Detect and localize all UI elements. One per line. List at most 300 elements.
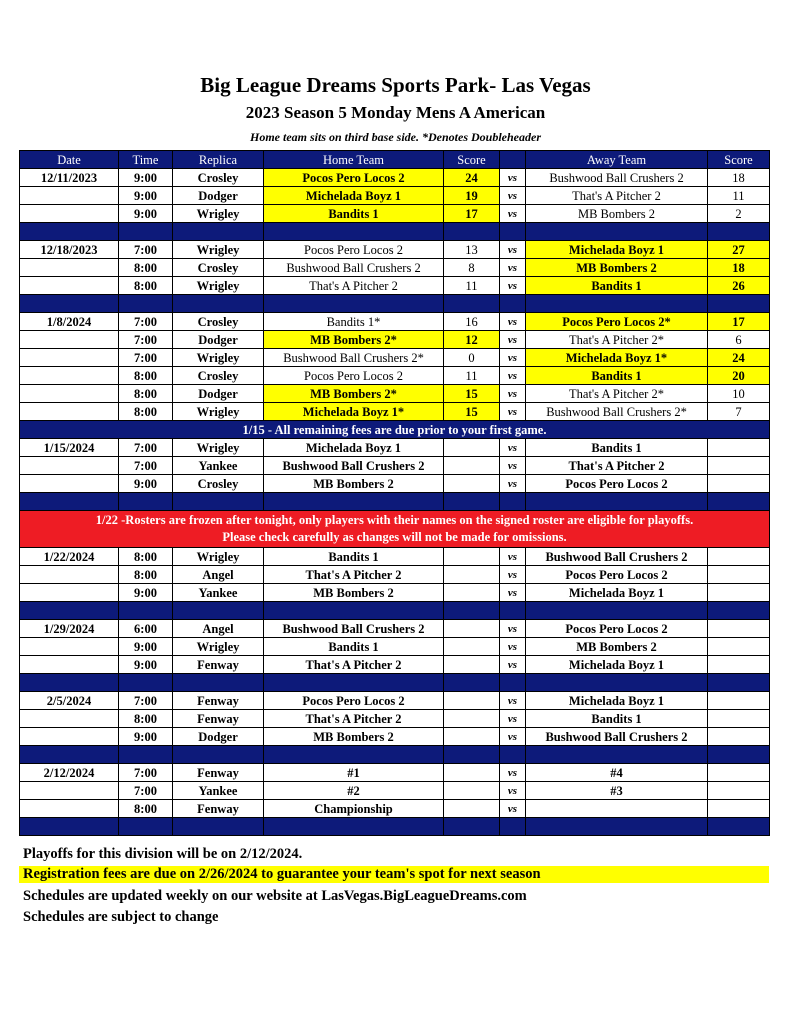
game-date bbox=[20, 710, 119, 728]
game-date bbox=[20, 403, 119, 421]
week-separator bbox=[20, 295, 770, 313]
away-score bbox=[708, 692, 770, 710]
game-row bbox=[20, 403, 770, 421]
game-date bbox=[20, 349, 119, 367]
game-date bbox=[20, 728, 119, 746]
game-date bbox=[20, 331, 119, 349]
away-score: 7 bbox=[708, 403, 770, 421]
away-team: Pocos Pero Locos 2* bbox=[526, 313, 708, 331]
game-field: Fenway bbox=[173, 692, 264, 710]
game-date bbox=[20, 385, 119, 403]
separator-cell bbox=[20, 746, 119, 764]
home-score: 19 bbox=[444, 187, 500, 205]
away-team: Bushwood Ball Crushers 2 bbox=[526, 728, 708, 746]
col-header-time: Time bbox=[119, 151, 173, 169]
game-time: 9:00 bbox=[119, 169, 173, 187]
game-row bbox=[20, 277, 770, 295]
home-team: MB Bombers 2 bbox=[264, 584, 444, 602]
home-score bbox=[444, 782, 500, 800]
separator-cell bbox=[20, 674, 119, 692]
col-header-away-team: Away Team bbox=[526, 151, 708, 169]
game-date bbox=[20, 457, 119, 475]
away-team: That's A Pitcher 2* bbox=[526, 385, 708, 403]
game-row bbox=[20, 710, 770, 728]
away-score bbox=[708, 764, 770, 782]
separator-cell bbox=[526, 295, 708, 313]
game-row bbox=[20, 584, 770, 602]
week-separator bbox=[20, 746, 770, 764]
separator-cell bbox=[708, 493, 770, 511]
game-row bbox=[20, 367, 770, 385]
home-score: 13 bbox=[444, 241, 500, 259]
separator-cell bbox=[173, 674, 264, 692]
separator-cell bbox=[708, 746, 770, 764]
game-field: Wrigley bbox=[173, 548, 264, 566]
vs-label: vs bbox=[500, 620, 526, 638]
game-date bbox=[20, 259, 119, 277]
home-score: 17 bbox=[444, 205, 500, 223]
home-team: Michelada Boyz 1 bbox=[264, 187, 444, 205]
game-date bbox=[20, 277, 119, 295]
separator-cell bbox=[119, 818, 173, 836]
game-row bbox=[20, 241, 770, 259]
game-row bbox=[20, 782, 770, 800]
away-team: That's A Pitcher 2 bbox=[526, 457, 708, 475]
game-time: 7:00 bbox=[119, 313, 173, 331]
away-score: 17 bbox=[708, 313, 770, 331]
game-time: 8:00 bbox=[119, 385, 173, 403]
separator-cell bbox=[264, 674, 444, 692]
separator-cell bbox=[264, 493, 444, 511]
game-time: 8:00 bbox=[119, 403, 173, 421]
game-time: 7:00 bbox=[119, 331, 173, 349]
separator-cell bbox=[20, 295, 119, 313]
separator-cell bbox=[500, 295, 526, 313]
vs-label: vs bbox=[500, 728, 526, 746]
home-score: 12 bbox=[444, 331, 500, 349]
home-team: That's A Pitcher 2 bbox=[264, 277, 444, 295]
game-field: Yankee bbox=[173, 457, 264, 475]
away-score bbox=[708, 566, 770, 584]
away-team: Pocos Pero Locos 2 bbox=[526, 620, 708, 638]
game-row bbox=[20, 169, 770, 187]
game-field: Yankee bbox=[173, 584, 264, 602]
home-score bbox=[444, 710, 500, 728]
game-row bbox=[20, 656, 770, 674]
separator-cell bbox=[708, 295, 770, 313]
game-date bbox=[20, 367, 119, 385]
home-score: 16 bbox=[444, 313, 500, 331]
home-score bbox=[444, 800, 500, 818]
home-score: 24 bbox=[444, 169, 500, 187]
game-field: Crosley bbox=[173, 313, 264, 331]
away-team: Michelada Boyz 1 bbox=[526, 241, 708, 259]
game-row bbox=[20, 548, 770, 566]
home-team: Bushwood Ball Crushers 2* bbox=[264, 349, 444, 367]
separator-cell bbox=[444, 223, 500, 241]
separator-cell bbox=[444, 674, 500, 692]
separator-cell bbox=[20, 223, 119, 241]
roster-alert-line: 1/22 -Rosters are frozen after tonight, only players with their names on the signed roster are eligible for playoffs. bbox=[95, 513, 694, 527]
away-score bbox=[708, 457, 770, 475]
vs-label: vs bbox=[500, 692, 526, 710]
separator-cell bbox=[119, 493, 173, 511]
game-date: 1/29/2024 bbox=[20, 620, 119, 638]
home-score: 11 bbox=[444, 277, 500, 295]
home-team: #2 bbox=[264, 782, 444, 800]
separator-cell bbox=[119, 602, 173, 620]
separator-cell bbox=[444, 602, 500, 620]
schedule-table bbox=[19, 150, 770, 836]
separator-cell bbox=[708, 223, 770, 241]
game-field: Crosley bbox=[173, 169, 264, 187]
game-field: Crosley bbox=[173, 259, 264, 277]
game-field: Fenway bbox=[173, 800, 264, 818]
away-score bbox=[708, 439, 770, 457]
away-score: 26 bbox=[708, 277, 770, 295]
away-score bbox=[708, 548, 770, 566]
roster-alert-row bbox=[20, 511, 770, 548]
vs-label: vs bbox=[500, 313, 526, 331]
away-score: 10 bbox=[708, 385, 770, 403]
game-row bbox=[20, 692, 770, 710]
away-score bbox=[708, 656, 770, 674]
vs-label: vs bbox=[500, 656, 526, 674]
game-field: Crosley bbox=[173, 475, 264, 493]
home-team: Michelada Boyz 1 bbox=[264, 439, 444, 457]
separator-cell bbox=[119, 746, 173, 764]
home-score bbox=[444, 656, 500, 674]
separator-cell bbox=[500, 493, 526, 511]
game-row bbox=[20, 313, 770, 331]
separator-cell bbox=[444, 295, 500, 313]
game-row bbox=[20, 638, 770, 656]
vs-label: vs bbox=[500, 800, 526, 818]
separator-cell bbox=[708, 602, 770, 620]
col-header-away-score: Score bbox=[708, 151, 770, 169]
game-row bbox=[20, 349, 770, 367]
away-score: 24 bbox=[708, 349, 770, 367]
game-field: Dodger bbox=[173, 728, 264, 746]
game-date bbox=[20, 638, 119, 656]
home-team: Pocos Pero Locos 2 bbox=[264, 241, 444, 259]
game-date bbox=[20, 187, 119, 205]
home-score bbox=[444, 475, 500, 493]
separator-cell bbox=[119, 674, 173, 692]
separator-cell bbox=[20, 493, 119, 511]
game-date: 1/22/2024 bbox=[20, 548, 119, 566]
separator-cell bbox=[708, 818, 770, 836]
game-time: 9:00 bbox=[119, 638, 173, 656]
away-team: #3 bbox=[526, 782, 708, 800]
roster-alert-line: Please check carefully as changes will not be made for omissions. bbox=[222, 530, 567, 544]
away-team: Bandits 1 bbox=[526, 439, 708, 457]
away-team: Michelada Boyz 1 bbox=[526, 692, 708, 710]
away-score: 6 bbox=[708, 331, 770, 349]
vs-label: vs bbox=[500, 187, 526, 205]
website-note: Schedules are updated weekly on our website at LasVegas.BigLeagueDreams.com bbox=[23, 888, 527, 904]
away-team: Michelada Boyz 1 bbox=[526, 584, 708, 602]
separator-cell bbox=[264, 818, 444, 836]
game-date bbox=[20, 205, 119, 223]
vs-label: vs bbox=[500, 367, 526, 385]
separator-cell bbox=[526, 493, 708, 511]
game-time: 8:00 bbox=[119, 710, 173, 728]
separator-cell bbox=[119, 223, 173, 241]
week-separator bbox=[20, 223, 770, 241]
home-team: Pocos Pero Locos 2 bbox=[264, 692, 444, 710]
home-team: That's A Pitcher 2 bbox=[264, 656, 444, 674]
game-row bbox=[20, 439, 770, 457]
away-team: Michelada Boyz 1 bbox=[526, 656, 708, 674]
fee-notice-row bbox=[20, 421, 770, 439]
home-score: 8 bbox=[444, 259, 500, 277]
vs-label: vs bbox=[500, 710, 526, 728]
col-header-date: Date bbox=[20, 151, 119, 169]
away-score bbox=[708, 620, 770, 638]
separator-cell bbox=[526, 223, 708, 241]
away-score: 27 bbox=[708, 241, 770, 259]
game-time: 8:00 bbox=[119, 566, 173, 584]
separator-cell bbox=[173, 223, 264, 241]
away-team: That's A Pitcher 2 bbox=[526, 187, 708, 205]
vs-label: vs bbox=[500, 638, 526, 656]
away-team: Pocos Pero Locos 2 bbox=[526, 475, 708, 493]
game-date: 12/11/2023 bbox=[20, 169, 119, 187]
away-team: Pocos Pero Locos 2 bbox=[526, 566, 708, 584]
home-team: MB Bombers 2 bbox=[264, 728, 444, 746]
vs-label: vs bbox=[500, 403, 526, 421]
game-time: 6:00 bbox=[119, 620, 173, 638]
home-team: Pocos Pero Locos 2 bbox=[264, 169, 444, 187]
game-time: 8:00 bbox=[119, 548, 173, 566]
home-team: Bushwood Ball Crushers 2 bbox=[264, 457, 444, 475]
game-field: Fenway bbox=[173, 710, 264, 728]
game-time: 9:00 bbox=[119, 656, 173, 674]
game-time: 7:00 bbox=[119, 349, 173, 367]
col-header-home-team: Home Team bbox=[264, 151, 444, 169]
game-field: Wrigley bbox=[173, 638, 264, 656]
game-row bbox=[20, 259, 770, 277]
game-date: 2/12/2024 bbox=[20, 764, 119, 782]
away-score: 20 bbox=[708, 367, 770, 385]
col-header-replica: Replica bbox=[173, 151, 264, 169]
home-score bbox=[444, 439, 500, 457]
game-time: 7:00 bbox=[119, 764, 173, 782]
vs-label: vs bbox=[500, 548, 526, 566]
col-header-vs bbox=[500, 151, 526, 169]
game-date bbox=[20, 584, 119, 602]
game-field: Crosley bbox=[173, 367, 264, 385]
separator-cell bbox=[20, 818, 119, 836]
game-field: Angel bbox=[173, 620, 264, 638]
game-field: Fenway bbox=[173, 764, 264, 782]
vs-label: vs bbox=[500, 439, 526, 457]
vs-label: vs bbox=[500, 457, 526, 475]
away-team: MB Bombers 2 bbox=[526, 205, 708, 223]
separator-cell bbox=[264, 602, 444, 620]
game-time: 8:00 bbox=[119, 259, 173, 277]
game-date: 1/15/2024 bbox=[20, 439, 119, 457]
separator-cell bbox=[526, 746, 708, 764]
game-row bbox=[20, 620, 770, 638]
away-team: Bushwood Ball Crushers 2 bbox=[526, 548, 708, 566]
home-team: Bandits 1 bbox=[264, 548, 444, 566]
separator-cell bbox=[444, 746, 500, 764]
home-team: Pocos Pero Locos 2 bbox=[264, 367, 444, 385]
away-team bbox=[526, 800, 708, 818]
week-separator bbox=[20, 818, 770, 836]
away-team: That's A Pitcher 2* bbox=[526, 331, 708, 349]
game-field: Wrigley bbox=[173, 439, 264, 457]
separator-cell bbox=[173, 818, 264, 836]
game-time: 7:00 bbox=[119, 457, 173, 475]
vs-label: vs bbox=[500, 205, 526, 223]
game-time: 9:00 bbox=[119, 584, 173, 602]
game-field: Wrigley bbox=[173, 241, 264, 259]
season-subtitle: 2023 Season 5 Monday Mens A American bbox=[245, 103, 546, 122]
separator-cell bbox=[264, 746, 444, 764]
separator-cell bbox=[708, 674, 770, 692]
game-time: 7:00 bbox=[119, 782, 173, 800]
page-title: Big League Dreams Sports Park- Las Vegas bbox=[200, 73, 591, 97]
game-field: Fenway bbox=[173, 656, 264, 674]
game-field: Dodger bbox=[173, 187, 264, 205]
game-time: 9:00 bbox=[119, 728, 173, 746]
game-row bbox=[20, 475, 770, 493]
col-header-home-score: Score bbox=[444, 151, 500, 169]
playoffs-note: Playoffs for this division will be on 2/12/2024. bbox=[23, 846, 303, 862]
game-row bbox=[20, 457, 770, 475]
home-team: Bandits 1* bbox=[264, 313, 444, 331]
home-score bbox=[444, 692, 500, 710]
away-score: 18 bbox=[708, 169, 770, 187]
roster-alert bbox=[20, 511, 770, 548]
home-team: Bandits 1 bbox=[264, 638, 444, 656]
game-time: 8:00 bbox=[119, 277, 173, 295]
game-row bbox=[20, 764, 770, 782]
away-team: Bushwood Ball Crushers 2 bbox=[526, 169, 708, 187]
game-field: Angel bbox=[173, 566, 264, 584]
away-team: #4 bbox=[526, 764, 708, 782]
game-date bbox=[20, 475, 119, 493]
week-separator bbox=[20, 493, 770, 511]
home-team: Bandits 1 bbox=[264, 205, 444, 223]
separator-cell bbox=[526, 818, 708, 836]
away-score bbox=[708, 710, 770, 728]
game-time: 7:00 bbox=[119, 692, 173, 710]
game-time: 9:00 bbox=[119, 187, 173, 205]
game-field: Wrigley bbox=[173, 349, 264, 367]
game-row bbox=[20, 385, 770, 403]
away-team: MB Bombers 2 bbox=[526, 638, 708, 656]
home-team: MB Bombers 2* bbox=[264, 385, 444, 403]
game-date bbox=[20, 656, 119, 674]
away-team: Bandits 1 bbox=[526, 367, 708, 385]
away-score: 11 bbox=[708, 187, 770, 205]
home-team: #1 bbox=[264, 764, 444, 782]
vs-label: vs bbox=[500, 566, 526, 584]
separator-cell bbox=[526, 674, 708, 692]
separator-cell bbox=[500, 746, 526, 764]
week-separator bbox=[20, 602, 770, 620]
game-time: 7:00 bbox=[119, 241, 173, 259]
home-score bbox=[444, 638, 500, 656]
vs-label: vs bbox=[500, 277, 526, 295]
game-date bbox=[20, 782, 119, 800]
game-row bbox=[20, 187, 770, 205]
home-team-note: Home team sits on third base side. *Denotes Doubleheader bbox=[250, 130, 541, 144]
home-score: 15 bbox=[444, 403, 500, 421]
vs-label: vs bbox=[500, 782, 526, 800]
home-team: Bushwood Ball Crushers 2 bbox=[264, 620, 444, 638]
game-row bbox=[20, 566, 770, 584]
away-score bbox=[708, 782, 770, 800]
vs-label: vs bbox=[500, 764, 526, 782]
home-score: 11 bbox=[444, 367, 500, 385]
vs-label: vs bbox=[500, 475, 526, 493]
separator-cell bbox=[264, 223, 444, 241]
game-time: 9:00 bbox=[119, 205, 173, 223]
game-field: Wrigley bbox=[173, 403, 264, 421]
game-field: Wrigley bbox=[173, 277, 264, 295]
home-score bbox=[444, 566, 500, 584]
separator-cell bbox=[173, 602, 264, 620]
separator-cell bbox=[264, 295, 444, 313]
separator-cell bbox=[173, 493, 264, 511]
separator-cell bbox=[444, 493, 500, 511]
game-field: Dodger bbox=[173, 385, 264, 403]
away-team: Bushwood Ball Crushers 2* bbox=[526, 403, 708, 421]
table-header-row bbox=[20, 151, 770, 169]
home-score bbox=[444, 548, 500, 566]
home-score bbox=[444, 584, 500, 602]
separator-cell bbox=[173, 295, 264, 313]
home-score: 0 bbox=[444, 349, 500, 367]
away-team: Bandits 1 bbox=[526, 277, 708, 295]
separator-cell bbox=[500, 223, 526, 241]
home-score bbox=[444, 728, 500, 746]
separator-cell bbox=[444, 818, 500, 836]
game-row bbox=[20, 331, 770, 349]
fee-notice: 1/15 - All remaining fees are due prior to your first game. bbox=[20, 421, 770, 439]
game-row bbox=[20, 800, 770, 818]
home-team: Michelada Boyz 1* bbox=[264, 403, 444, 421]
game-date: 2/5/2024 bbox=[20, 692, 119, 710]
game-row bbox=[20, 728, 770, 746]
game-time: 8:00 bbox=[119, 800, 173, 818]
away-team: MB Bombers 2 bbox=[526, 259, 708, 277]
vs-label: vs bbox=[500, 349, 526, 367]
away-score bbox=[708, 800, 770, 818]
home-score bbox=[444, 620, 500, 638]
separator-cell bbox=[119, 295, 173, 313]
game-date bbox=[20, 566, 119, 584]
home-team: That's A Pitcher 2 bbox=[264, 710, 444, 728]
home-team: Championship bbox=[264, 800, 444, 818]
home-team: That's A Pitcher 2 bbox=[264, 566, 444, 584]
separator-cell bbox=[500, 674, 526, 692]
away-team: Bandits 1 bbox=[526, 710, 708, 728]
vs-label: vs bbox=[500, 241, 526, 259]
home-score: 15 bbox=[444, 385, 500, 403]
game-time: 8:00 bbox=[119, 367, 173, 385]
home-team: MB Bombers 2 bbox=[264, 475, 444, 493]
game-row bbox=[20, 205, 770, 223]
separator-cell bbox=[500, 818, 526, 836]
separator-cell bbox=[20, 602, 119, 620]
game-time: 7:00 bbox=[119, 439, 173, 457]
